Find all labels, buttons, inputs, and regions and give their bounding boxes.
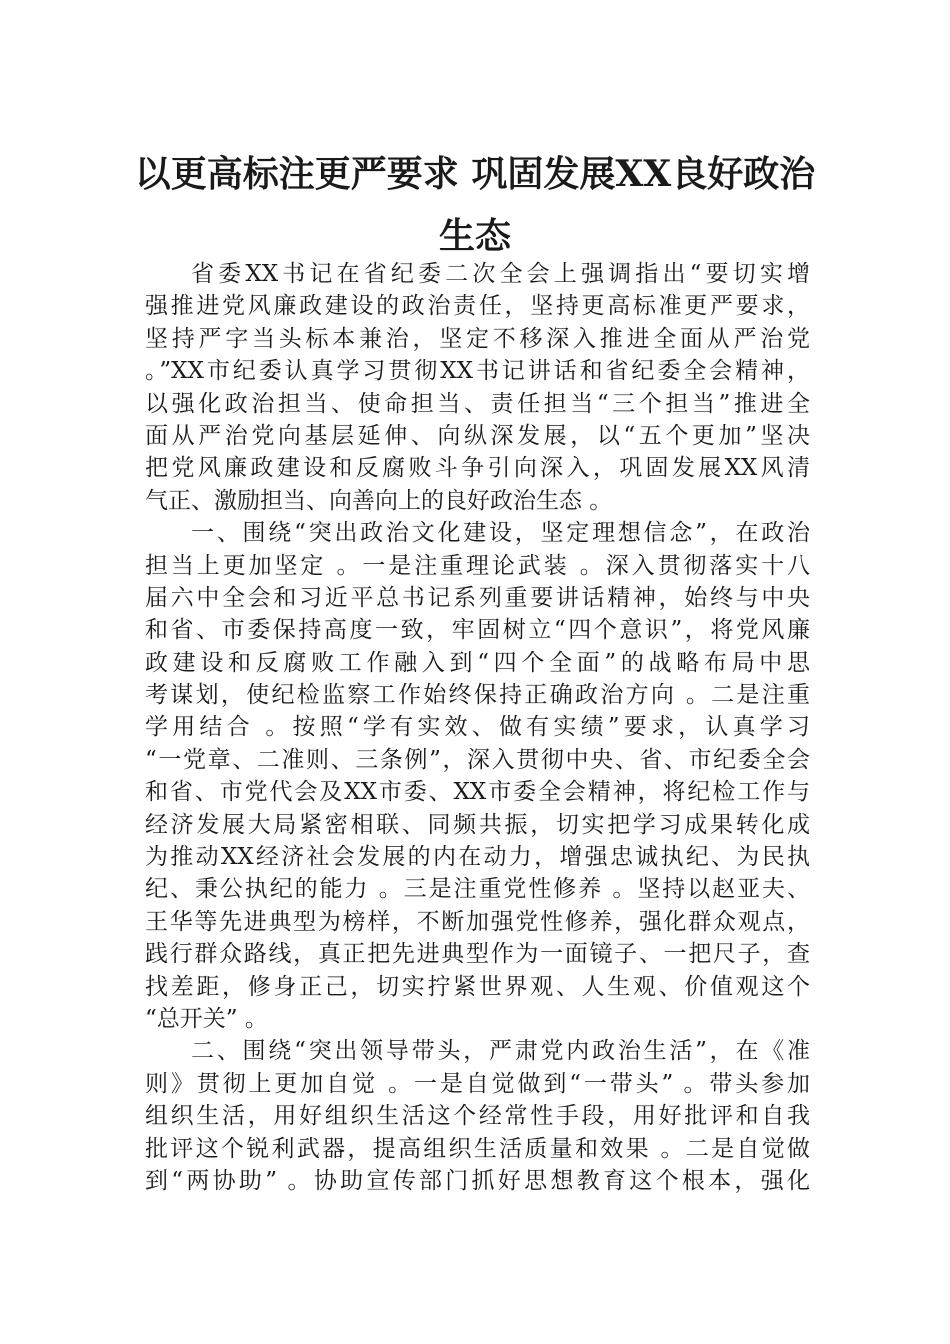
body-line: 省委XX书记在省纪委二次全会上强调指出“要切实增: [191, 261, 810, 287]
body-line: 和省、市党代会及XX市委、XX市委全会精神，将纪检工作与: [145, 779, 810, 806]
body-line: 到“两协助” 。协助宣传部门抓好思想教育这个根本，强化: [145, 1167, 810, 1194]
body-line: 经济发展大局紧密相联、同频共振，切实把学习成果转化成: [145, 811, 810, 838]
body-line: 气正、激励担当、向善向上的良好政治生态 。: [145, 487, 613, 514]
body-line: 批评这个锐利武器，提高组织生活质量和效果 。二是自觉做: [145, 1135, 810, 1162]
body-line: 学用结合 。按照“学有实效、做有实绩”要求，认真学习: [145, 714, 810, 741]
body-line: 组织生活，用好组织生活这个经常性手段，用好批评和自我: [145, 1103, 810, 1130]
body-line: 纪、秉公执纪的能力 。三是注重党性修养 。坚持以赵亚夫、: [145, 876, 810, 903]
body-line: 政建设和反腐败工作融入到“四个全面”的战略布局中思: [145, 649, 810, 676]
body-line: 把党风廉政建设和反腐败斗争引向深入，巩固发展XX风清: [145, 455, 810, 482]
body-line: “一党章、二准则、三条例”，深入贯彻中央、省、市纪委全会: [145, 746, 810, 773]
body-line: 坚持严字当头标本兼治，坚定不移深入推进全面从严治党: [145, 325, 810, 352]
body-line: 担当上更加坚定 。一是注重理论武装 。深入贯彻落实十八: [145, 552, 810, 579]
body-line: 一、围绕“突出政治文化建设，坚定理想信念”，在政治: [191, 520, 810, 547]
body-line: 则》贯彻上更加自觉 。一是自觉做到“一带头” 。带头参加: [145, 1070, 810, 1097]
body-line: 践行群众路线，真正把先进典型作为一面镜子、一把尺子，查: [145, 941, 810, 968]
body-line: 面从严治党向基层延伸、向纵深发展，以“五个更加”坚决: [145, 422, 810, 449]
body-line: 强推进党风廉政建设的政治责任，坚持更高标准更严要求，: [145, 293, 810, 320]
body-line: 为推动XX经济社会发展的内在动力，增强忠诚执纪、为民执: [145, 844, 810, 871]
body-line: 和省、市委保持高度一致，牢固树立“四个意识”，将党风廉: [145, 617, 810, 644]
document-title-line-1: 以更高标注更严要求 巩固发展XX良好政治: [134, 153, 816, 195]
body-line: 王华等先进典型为榜样，不断加强党性修养，强化群众观点，: [145, 908, 810, 935]
document-body: [145, 258, 810, 1197]
body-line: 二、围绕“突出领导带头，严肃党内政治生活”，在《准: [191, 1038, 810, 1065]
body-line: 届六中全会和习近平总书记系列重要讲话精神，始终与中央: [145, 584, 810, 611]
body-line: 以强化政治担当、使命担当、责任担当“三个担当”推进全: [145, 390, 810, 417]
body-line: 考谋划，使纪检监察工作始终保持正确政治方向 。二是注重: [145, 682, 810, 709]
document-title-line-2: 生态: [438, 215, 511, 257]
body-line: 。”XX市纪委认真学习贯彻XX书记讲话和省纪委全会精神，: [145, 358, 810, 385]
body-line: “总开关” 。: [145, 1005, 268, 1032]
body-line: 找差距，修身正己，切实拧紧世界观、人生观、价值观这个: [145, 973, 810, 1000]
